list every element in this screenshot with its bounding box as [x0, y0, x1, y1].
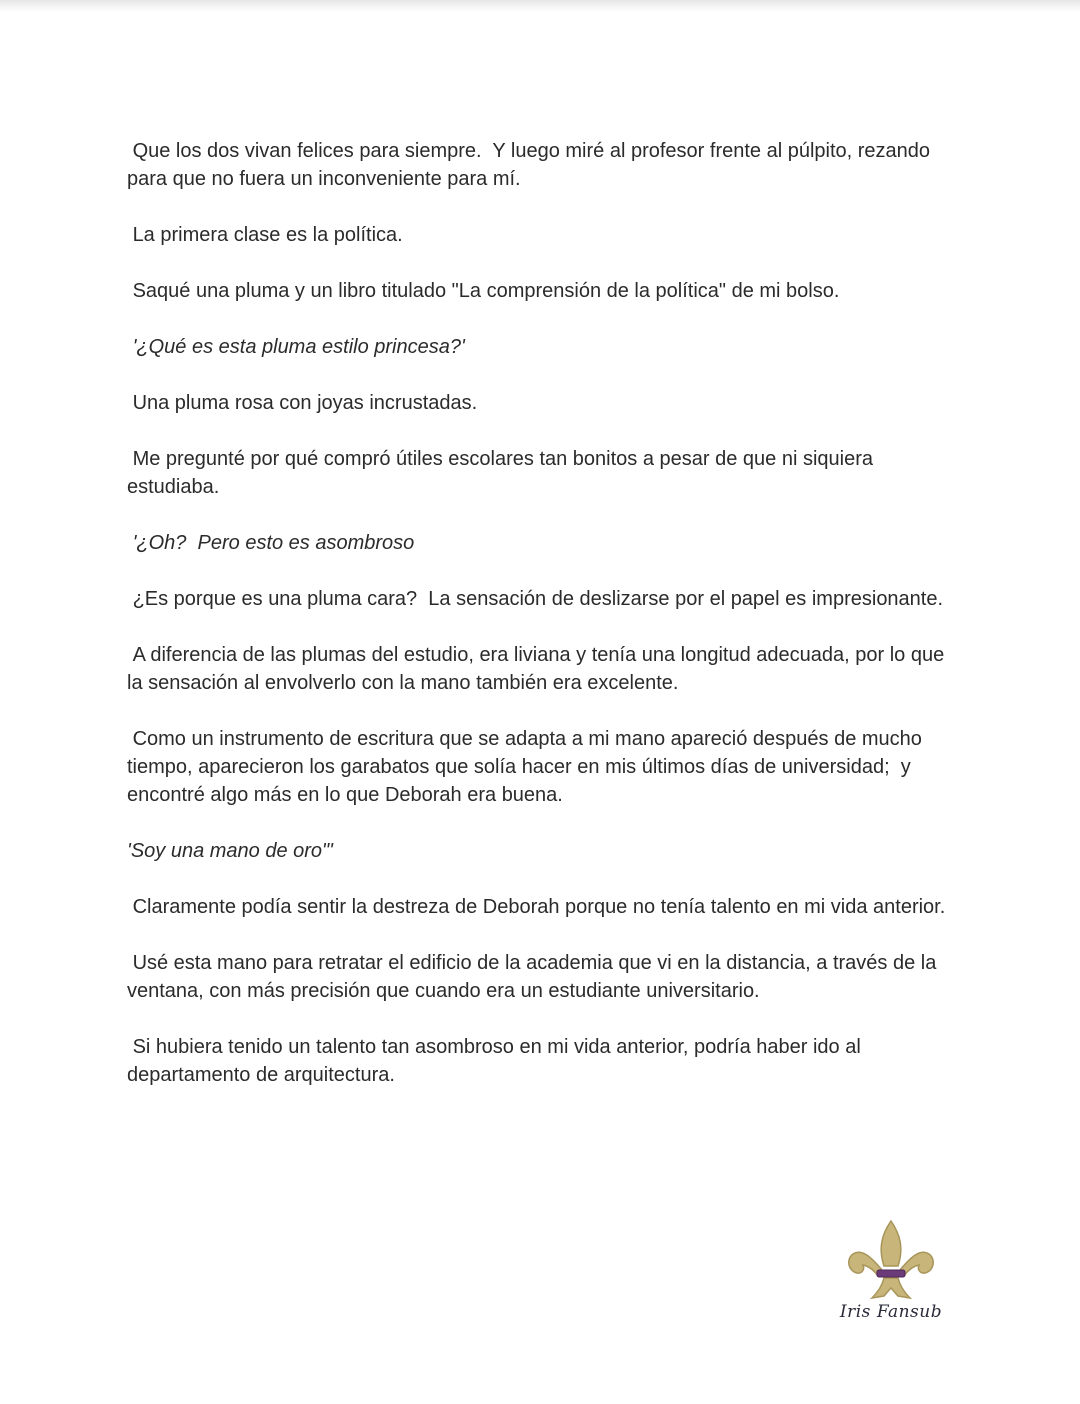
paragraph: Una pluma rosa con joyas incrustadas.	[127, 392, 478, 414]
paragraph: A diferencia de las plumas del estudio, era liviana y tenía una longitud adecuada, por lo que la sensación al envolverlo con la mano también era excelente.	[127, 644, 950, 694]
iris-fansub-logo	[836, 1218, 946, 1330]
paragraph: Como un instrumento de escritura que se adapta a mi mano apareció después de mucho tiempo, aparecieron los garabatos que solía hacer en mis últimos días de universidad; y encontré algo más en lo que Deborah era buena.	[127, 728, 928, 806]
logo-text: Iris Fansub	[839, 1302, 943, 1322]
paragraph-thought: 'Soy una mano de oro"'	[127, 840, 333, 862]
paragraph: Me pregunté por qué compró útiles escolares tan bonitos a pesar de que ni siquiera estudiaba.	[127, 448, 879, 498]
paragraph: Que los dos vivan felices para siempre. Y luego miré al profesor frente al púlpito, rezando para que no fuera un inconveniente para mí.	[127, 140, 936, 190]
top-edge-shadow	[0, 0, 1080, 12]
paragraph: Claramente podía sentir la destreza de Deborah porque no tenía talento en mi vida anterior.	[127, 896, 946, 918]
paragraph: La primera clase es la política.	[127, 224, 403, 246]
paragraph-thought: '¿Qué es esta pluma estilo princesa?'	[127, 336, 465, 358]
paragraph: Saqué una pluma y un libro titulado "La comprensión de la política" de mi bolso.	[127, 280, 840, 302]
paragraph: ¿Es porque es una pluma cara? La sensación de deslizarse por el papel es impresionante.	[127, 588, 944, 610]
document-body	[127, 137, 962, 1117]
paragraph: Usé esta mano para retratar el edificio de la academia que vi en la distancia, a través de la ventana, con más precisión que cuando era un estudiante universitario.	[127, 952, 942, 1002]
paragraph: Si hubiera tenido un talento tan asombroso en mi vida anterior, podría haber ido al departamento de arquitectura.	[127, 1036, 867, 1086]
fleur-de-lis-icon	[844, 1218, 938, 1302]
paragraph-thought: '¿Oh? Pero esto es asombroso	[127, 532, 415, 554]
